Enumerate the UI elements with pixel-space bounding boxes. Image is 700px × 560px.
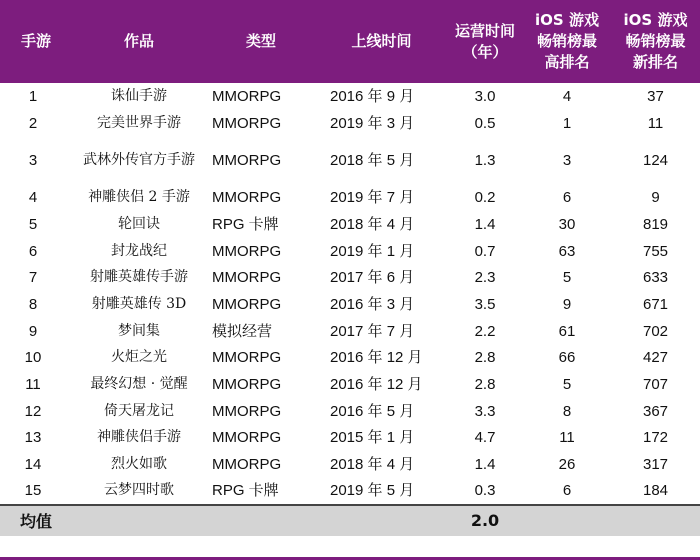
row-index: 5: [28, 215, 38, 233]
row-index: 8: [28, 295, 38, 313]
row-index: 13: [24, 429, 42, 447]
ios-latest-rank: 124: [642, 151, 669, 169]
table-row: [0, 110, 700, 137]
launch-date: 2017 年 7 月: [330, 322, 415, 340]
ios-latest-rank: 702: [642, 322, 669, 340]
average-years: 2.0: [447, 505, 523, 536]
game-name: 射雕英雄传 3D: [91, 295, 187, 312]
game-name: 最终幻想 · 觉醒: [90, 376, 188, 393]
game-type: RPG 卡牌: [212, 215, 279, 233]
game-name: 烈火如歌: [111, 456, 167, 473]
game-name: 封龙战纪: [111, 242, 167, 259]
operating-years: 1.4: [474, 215, 496, 233]
table-row: [0, 83, 700, 110]
ios-latest-rank: 317: [642, 456, 669, 474]
table-row: [0, 264, 700, 291]
table-row: [0, 478, 700, 505]
row-index: 2: [28, 114, 38, 132]
game-type: MMORPG: [212, 269, 282, 287]
row-index: 1: [28, 87, 38, 105]
ios-latest-rank: 427: [642, 349, 669, 367]
ios-best-rank: 26: [558, 456, 576, 474]
operating-years: 3.3: [474, 402, 496, 420]
ios-best-rank: 66: [558, 349, 576, 367]
ios-best-rank: 8: [562, 402, 572, 420]
ios-latest-rank: 37: [647, 87, 664, 105]
game-type: MMORPG: [212, 87, 282, 105]
launch-date: 2019 年 1 月: [330, 242, 415, 260]
game-name: 完美世界手游: [97, 114, 181, 131]
row-index: 7: [28, 269, 38, 287]
ios-best-rank: 5: [562, 269, 572, 287]
table-row: [0, 345, 700, 372]
game-name: 神雕侠侣 2 手游: [88, 189, 190, 206]
game-type: 模拟经营: [212, 322, 273, 340]
table-row: [0, 184, 700, 211]
table-row: [0, 291, 700, 318]
launch-date: 2016 年 9 月: [330, 87, 415, 105]
game-name: 轮回诀: [118, 215, 160, 232]
ios-latest-rank: 172: [642, 429, 669, 447]
header-ios-latest-rank: iOS 游戏 畅销榜最 新排名: [623, 11, 688, 71]
game-name: 火炬之光: [111, 349, 167, 366]
ios-latest-rank: 9: [651, 189, 660, 207]
table-row: [0, 318, 700, 345]
row-index: 4: [28, 189, 38, 207]
operating-years: 1.4: [474, 456, 496, 474]
launch-date: 2018 年 4 月: [330, 215, 415, 233]
header-ios-best-rank: iOS 游戏 畅销榜最 高排名: [535, 11, 599, 71]
ios-latest-rank: 184: [642, 482, 669, 500]
row-index: 11: [25, 376, 41, 394]
average-label: 均值: [0, 505, 72, 536]
ios-best-rank: 61: [558, 322, 576, 340]
row-index: 12: [24, 402, 42, 420]
ios-latest-rank: 11: [647, 114, 664, 132]
launch-date: 2016 年 5 月: [330, 402, 415, 420]
game-type: MMORPG: [212, 295, 282, 313]
ios-latest-rank: 671: [642, 295, 669, 313]
operating-years: 1.3: [474, 151, 496, 169]
header-operating-years: 运营时间 （年）: [454, 21, 515, 61]
launch-date: 2019 年 5 月: [330, 482, 415, 500]
table-row: [0, 136, 700, 184]
game-name: 梦间集: [118, 322, 160, 339]
launch-date: 2019 年 7 月: [330, 189, 415, 207]
operating-years: 2.8: [474, 349, 496, 367]
launch-date: 2016 年 3 月: [330, 295, 415, 313]
operating-years: 0.5: [474, 114, 496, 132]
ios-best-rank: 4: [562, 87, 572, 105]
ios-best-rank: 6: [562, 189, 572, 207]
ios-best-rank: 3: [562, 151, 572, 169]
operating-years: 0.2: [474, 189, 496, 207]
game-name: 诛仙手游: [111, 87, 167, 104]
launch-date: 2016 年 12 月: [330, 376, 423, 394]
game-type: MMORPG: [212, 114, 282, 132]
ios-best-rank: 9: [562, 295, 572, 313]
game-type: MMORPG: [212, 349, 282, 367]
ios-latest-rank: 633: [642, 269, 669, 287]
ios-best-rank: 1: [562, 114, 572, 132]
game-type: MMORPG: [212, 242, 282, 260]
game-type: RPG 卡牌: [212, 482, 279, 500]
game-name: 武林外传官方手游: [83, 151, 195, 168]
game-name: 云梦四时歌: [104, 482, 174, 499]
operating-years: 2.2: [474, 322, 496, 340]
game-type: MMORPG: [212, 402, 282, 420]
game-type: MMORPG: [212, 151, 282, 169]
row-index: 3: [28, 151, 38, 169]
ios-best-rank: 6: [562, 482, 572, 500]
ios-latest-rank: 707: [642, 376, 669, 394]
operating-years: 0.3: [474, 482, 496, 500]
game-type: MMORPG: [212, 456, 282, 474]
operating-years: 2.3: [474, 269, 496, 287]
ios-latest-rank: 755: [642, 242, 669, 260]
ios-best-rank: 63: [558, 242, 576, 260]
game-name: 倚天屠龙记: [104, 402, 174, 419]
game-name: 神雕侠侣手游: [97, 429, 181, 446]
operating-years: 4.7: [474, 429, 496, 447]
ios-best-rank: 30: [558, 215, 576, 233]
table-row: [0, 425, 700, 452]
table-row: [0, 451, 700, 478]
row-index: 15: [24, 482, 42, 500]
game-type: MMORPG: [212, 376, 282, 394]
ios-latest-rank: 367: [642, 402, 669, 420]
row-index: 6: [28, 242, 38, 260]
average-row: [0, 505, 700, 536]
header-title: 作品: [123, 32, 154, 50]
operating-years: 3.5: [474, 295, 496, 313]
header-row: [0, 0, 700, 83]
game-name: 射雕英雄传手游: [90, 269, 188, 286]
table-row: [0, 211, 700, 238]
operating-years: 3.0: [474, 87, 496, 105]
ios-latest-rank: 819: [642, 215, 669, 233]
ios-best-rank: 11: [559, 429, 575, 447]
operating-years: 0.7: [474, 242, 496, 260]
header-game: 手游: [20, 32, 51, 50]
game-type: MMORPG: [212, 189, 282, 207]
launch-date: 2016 年 12 月: [330, 349, 423, 367]
launch-date: 2019 年 3 月: [330, 114, 415, 132]
game-type: MMORPG: [212, 429, 282, 447]
row-index: 10: [24, 349, 42, 367]
table-row: [0, 238, 700, 265]
launch-date: 2015 年 1 月: [330, 429, 415, 447]
row-index: 9: [28, 322, 38, 340]
ios-best-rank: 5: [562, 376, 572, 394]
table-row: [0, 371, 700, 398]
launch-date: 2018 年 4 月: [330, 456, 415, 474]
launch-date: 2017 年 6 月: [330, 269, 415, 287]
launch-date: 2018 年 5 月: [330, 151, 415, 169]
header-launch-date: 上线时间: [351, 32, 412, 50]
header-type: 类型: [245, 32, 276, 50]
table-row: [0, 398, 700, 425]
operating-years: 2.8: [474, 376, 496, 394]
row-index: 14: [24, 456, 42, 474]
